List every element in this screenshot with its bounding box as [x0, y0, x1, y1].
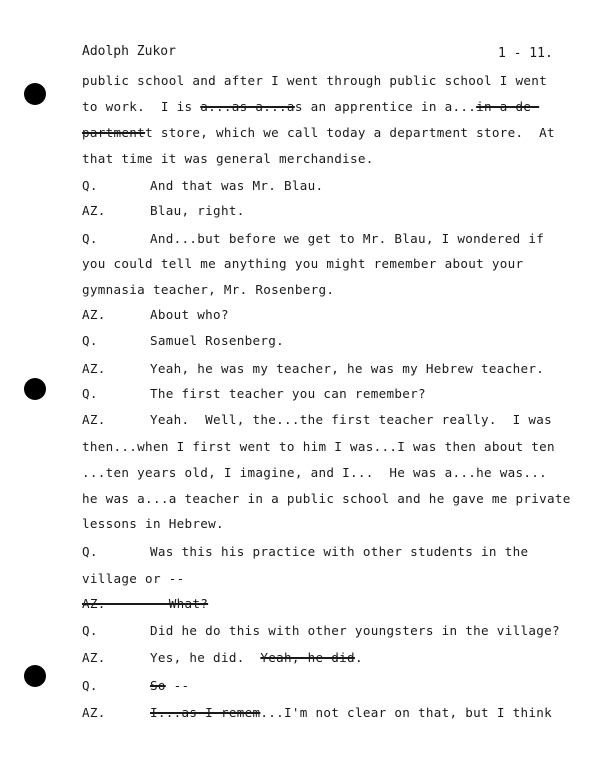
speaker-label: Q. [82, 178, 98, 193]
transcript-line [82, 153, 374, 166]
line-text: . [354, 650, 363, 665]
transcript-line [82, 127, 555, 140]
line-text: About who? [150, 307, 229, 322]
transcript-line [82, 518, 224, 531]
line-text: Was this his practice with other students in the [150, 544, 529, 559]
line-text: And...but before we get to Mr. Blau, I wondered if [150, 231, 545, 246]
speaker-label: Q. [82, 623, 98, 638]
speaker-label: AZ. [82, 705, 106, 720]
transcript-line [82, 493, 571, 506]
line-text: to work. I is [82, 99, 201, 114]
speaker-label: Q. [82, 333, 98, 348]
line-text: s an apprentice in a... [294, 99, 477, 114]
transcript-line [82, 258, 523, 271]
line-text: Yeah. Well, the...the first teacher really. I was [150, 412, 552, 427]
transcript-line [82, 598, 208, 611]
transcript-line [82, 680, 189, 693]
line-text: Yeah, he was my teacher, he was my Hebrew teacher. [150, 361, 545, 376]
binder-hole-middle [24, 378, 46, 400]
line-text: Samuel Rosenberg. [150, 333, 284, 348]
struck-text: Yeah, he did [260, 650, 355, 665]
transcript-line [82, 388, 426, 401]
struck-text: AZ. What? [82, 596, 209, 611]
header-name: Adolph Zukor [82, 44, 176, 59]
speaker-label: Q. [82, 231, 98, 246]
transcript-line [82, 546, 528, 559]
speaker-label: AZ. [82, 412, 106, 427]
transcript-line [82, 625, 560, 638]
line-text: -- [165, 678, 190, 693]
speaker-label: AZ. [82, 361, 106, 376]
line-text: he was a...a teacher in a public school and he gave me private [82, 491, 571, 506]
line-text: gymnasia teacher, Mr. Rosenberg. [82, 282, 335, 297]
line-text: Yes, he did. [150, 650, 261, 665]
transcript-line [82, 363, 544, 376]
line-text: t store, which we call today a department store. At [145, 125, 555, 140]
line-text: lessons in Hebrew. [82, 516, 224, 531]
line-text: ...ten years old, I imagine, and I... He was a...he was... [82, 465, 548, 480]
line-text: The first teacher you can remember? [150, 386, 426, 401]
line-text: Blau, right. [150, 203, 245, 218]
struck-text: partment [82, 125, 146, 140]
struck-text: a...as a...a [200, 99, 295, 114]
binder-hole-bottom [24, 665, 46, 687]
transcript-line [82, 233, 544, 246]
line-text: village or -- [82, 571, 185, 586]
line-text: public school and after I went through public school I went [82, 73, 548, 88]
struck-text: in a de- [476, 99, 540, 114]
line-text: that time it was general merchandise. [82, 151, 374, 166]
line-text: And that was Mr. Blau. [150, 178, 324, 193]
transcript-line [82, 180, 323, 193]
transcript-line [82, 573, 184, 586]
transcript-line [82, 707, 552, 720]
struck-text: I...as I remem [150, 705, 261, 720]
transcript-line [82, 309, 229, 322]
transcript-line [82, 75, 547, 88]
speaker-label: Q. [82, 678, 98, 693]
speaker-label: Q. [82, 544, 98, 559]
transcript-line [82, 414, 552, 427]
transcript-line [82, 335, 284, 348]
transcript-line [82, 652, 363, 665]
transcript-line [82, 101, 539, 114]
transcript-line [82, 284, 334, 297]
struck-text: So [150, 678, 166, 693]
page-number: 1 - 11. [498, 46, 553, 61]
line-text: you could tell me anything you might remember about your [82, 256, 524, 271]
speaker-label: AZ. [82, 650, 106, 665]
line-text: then...when I first went to him I was...I was then about ten [82, 439, 555, 454]
transcript-line [82, 205, 245, 218]
line-text: ...I'm not clear on that, but I think [260, 705, 552, 720]
transcript-line [82, 441, 555, 454]
line-text: Did he do this with other youngsters in the village? [150, 623, 560, 638]
speaker-label: Q. [82, 386, 98, 401]
binder-hole-top [24, 83, 46, 105]
transcript-line [82, 467, 547, 480]
speaker-label: AZ. [82, 203, 106, 218]
speaker-label: AZ. [82, 307, 106, 322]
